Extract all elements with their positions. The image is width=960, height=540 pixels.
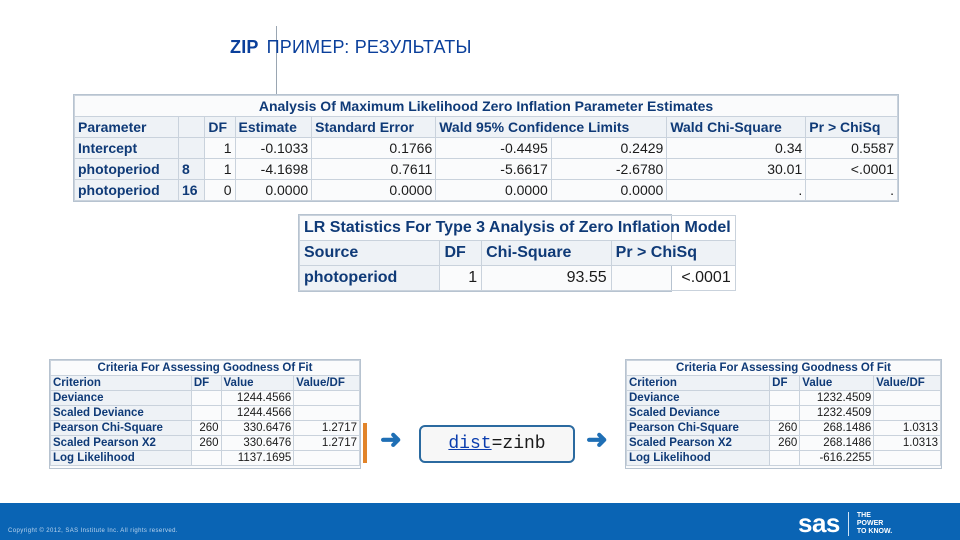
col-value-df: Value/DF	[874, 376, 941, 391]
table-header-row	[300, 241, 736, 266]
col-chisq: Chi-Square	[482, 241, 612, 266]
table-caption: Criteria For Assessing Goodness Of Fit	[51, 361, 360, 376]
table-row	[627, 406, 941, 421]
slide-title	[230, 36, 472, 58]
row-label: Log Likelihood	[51, 451, 192, 466]
cell-upper: -2.6780	[551, 159, 667, 180]
cell-pvalue: 0.5587	[806, 138, 898, 159]
col-source: Source	[300, 241, 440, 266]
cell-chisq: 0.34	[667, 138, 806, 159]
cell-stderr: 0.1766	[312, 138, 436, 159]
cell-value: 1137.1695	[221, 451, 294, 466]
goodness-of-fit-table-before	[49, 359, 361, 469]
col-pr-chisq: Pr > ChiSq	[806, 117, 898, 138]
table-row	[627, 436, 941, 451]
arrow-right-icon: ➜	[586, 424, 608, 454]
table-caption: Analysis Of Maximum Likelihood Zero Inflation Parameter Estimates	[75, 96, 898, 117]
col-estimate: Estimate	[235, 117, 312, 138]
zero-inflation-estimates-table	[73, 94, 899, 202]
cell-estimate: 0.0000	[235, 180, 312, 201]
cell-pvalue: <.0001	[806, 159, 898, 180]
cell-df	[191, 451, 221, 466]
cell-value-df	[294, 406, 360, 421]
cell-pvalue: <.0001	[611, 266, 735, 291]
accent-bar	[363, 423, 367, 463]
sas-logo-word: sas	[798, 508, 840, 538]
cell-value: 268.1486	[800, 421, 874, 436]
cell-value-df: 1.2717	[294, 436, 360, 451]
cell-chisq: 93.55	[482, 266, 612, 291]
row-label: Pearson Chi-Square	[627, 421, 770, 436]
col-standard-error: Standard Error	[312, 117, 436, 138]
logo-separator	[848, 512, 849, 536]
cell-df: 260	[770, 436, 800, 451]
cell-df: 260	[191, 421, 221, 436]
table-row	[51, 421, 360, 436]
cell-stderr: 0.7611	[312, 159, 436, 180]
cell-lower: -5.6617	[436, 159, 552, 180]
tagline-line: THE	[856, 511, 871, 519]
col-value-df: Value/DF	[294, 376, 360, 391]
cell-value: 1232.4509	[800, 406, 874, 421]
sas-logo	[798, 508, 892, 539]
cell-value: -616.2255	[800, 451, 874, 466]
cell-value-df: 1.0313	[874, 421, 941, 436]
cell-value-df	[294, 391, 360, 406]
table-header-row	[627, 376, 941, 391]
col-df: DF	[191, 376, 221, 391]
cell-value: 1232.4509	[800, 391, 874, 406]
cell-stderr: 0.0000	[312, 180, 436, 201]
table-row	[627, 451, 941, 466]
col-wald-chisq: Wald Chi-Square	[667, 117, 806, 138]
cell-value: 1244.4566	[221, 406, 294, 421]
row-label: Intercept	[75, 138, 179, 159]
col-value: Value	[800, 376, 874, 391]
cell-value-df	[874, 406, 941, 421]
table-header-row	[51, 376, 360, 391]
row-label: Log Likelihood	[627, 451, 770, 466]
col-criterion: Criterion	[51, 376, 192, 391]
table-row	[51, 436, 360, 451]
row-label: Deviance	[51, 391, 192, 406]
col-level	[178, 117, 204, 138]
cell-lower: 0.0000	[436, 180, 552, 201]
cell-value: 330.6476	[221, 421, 294, 436]
table-row	[51, 451, 360, 466]
cell-lower: -0.4495	[436, 138, 552, 159]
code-keyword: dist	[448, 434, 492, 454]
col-confidence-limits: Wald 95% Confidence Limits	[436, 117, 667, 138]
row-label: photoperiod	[300, 266, 440, 291]
col-value: Value	[221, 376, 294, 391]
cell-df: 260	[770, 421, 800, 436]
code-snippet	[419, 425, 575, 463]
cell-df: 1	[440, 266, 482, 291]
lr-statistics-table	[298, 214, 731, 292]
row-label: Scaled Pearson X2	[51, 436, 192, 451]
row-label: Pearson Chi-Square	[51, 421, 192, 436]
cell-estimate: -4.1698	[235, 159, 312, 180]
table-row	[627, 391, 941, 406]
table-row	[75, 159, 898, 180]
cell-value-df	[294, 451, 360, 466]
cell-df	[770, 451, 800, 466]
title-zip: ZIP	[230, 36, 259, 57]
table-row	[51, 391, 360, 406]
table-row	[627, 421, 941, 436]
cell-value-df: 1.0313	[874, 436, 941, 451]
cell-chisq: .	[667, 180, 806, 201]
table-caption: Criteria For Assessing Goodness Of Fit	[627, 361, 941, 376]
title-text: ПРИМЕР: РЕЗУЛЬТАТЫ	[266, 36, 472, 57]
cell-value: 268.1486	[800, 436, 874, 451]
cell-df	[191, 391, 221, 406]
cell-value-df	[874, 451, 941, 466]
cell-df: 1	[205, 159, 235, 180]
row-label: Scaled Deviance	[627, 406, 770, 421]
row-label: Scaled Deviance	[51, 406, 192, 421]
col-pr-chisq: Pr > ChiSq	[611, 241, 735, 266]
code-value: =zinb	[491, 434, 546, 454]
cell-upper: 0.2429	[551, 138, 667, 159]
table-header-row	[75, 117, 898, 138]
cell-df	[770, 391, 800, 406]
cell-value: 1244.4566	[221, 391, 294, 406]
cell-df: 260	[191, 436, 221, 451]
row-level	[178, 138, 204, 159]
cell-pvalue: .	[806, 180, 898, 201]
cell-df	[191, 406, 221, 421]
cell-df: 0	[205, 180, 235, 201]
row-label: Deviance	[627, 391, 770, 406]
copyright-text: Copyright © 2012, SAS Institute Inc. All rights reserved.	[8, 528, 178, 534]
cell-df	[770, 406, 800, 421]
row-level: 16	[178, 180, 204, 201]
col-criterion: Criterion	[627, 376, 770, 391]
cell-value-df	[874, 391, 941, 406]
tagline-line: POWER	[856, 519, 884, 527]
arrow-right-icon: ➜	[380, 424, 402, 454]
cell-value-df: 1.2717	[294, 421, 360, 436]
table-row	[75, 138, 898, 159]
cell-upper: 0.0000	[551, 180, 667, 201]
table-row	[51, 406, 360, 421]
row-label: photoperiod	[75, 180, 179, 201]
cell-df: 1	[205, 138, 235, 159]
row-label: photoperiod	[75, 159, 179, 180]
goodness-of-fit-table-after	[625, 359, 942, 469]
table-caption: LR Statistics For Type 3 Analysis of Zero Inflation Model	[300, 216, 736, 241]
cell-estimate: -0.1033	[235, 138, 312, 159]
table-row	[75, 180, 898, 201]
table-row	[300, 266, 736, 291]
tagline-line: TO KNOW.	[856, 527, 893, 535]
cell-value: 330.6476	[221, 436, 294, 451]
col-parameter: Parameter	[75, 117, 179, 138]
col-df: DF	[440, 241, 482, 266]
col-df: DF	[770, 376, 800, 391]
row-label: Scaled Pearson X2	[627, 436, 770, 451]
cell-chisq: 30.01	[667, 159, 806, 180]
row-level: 8	[178, 159, 204, 180]
sas-tagline	[857, 512, 892, 536]
col-df: DF	[205, 117, 235, 138]
